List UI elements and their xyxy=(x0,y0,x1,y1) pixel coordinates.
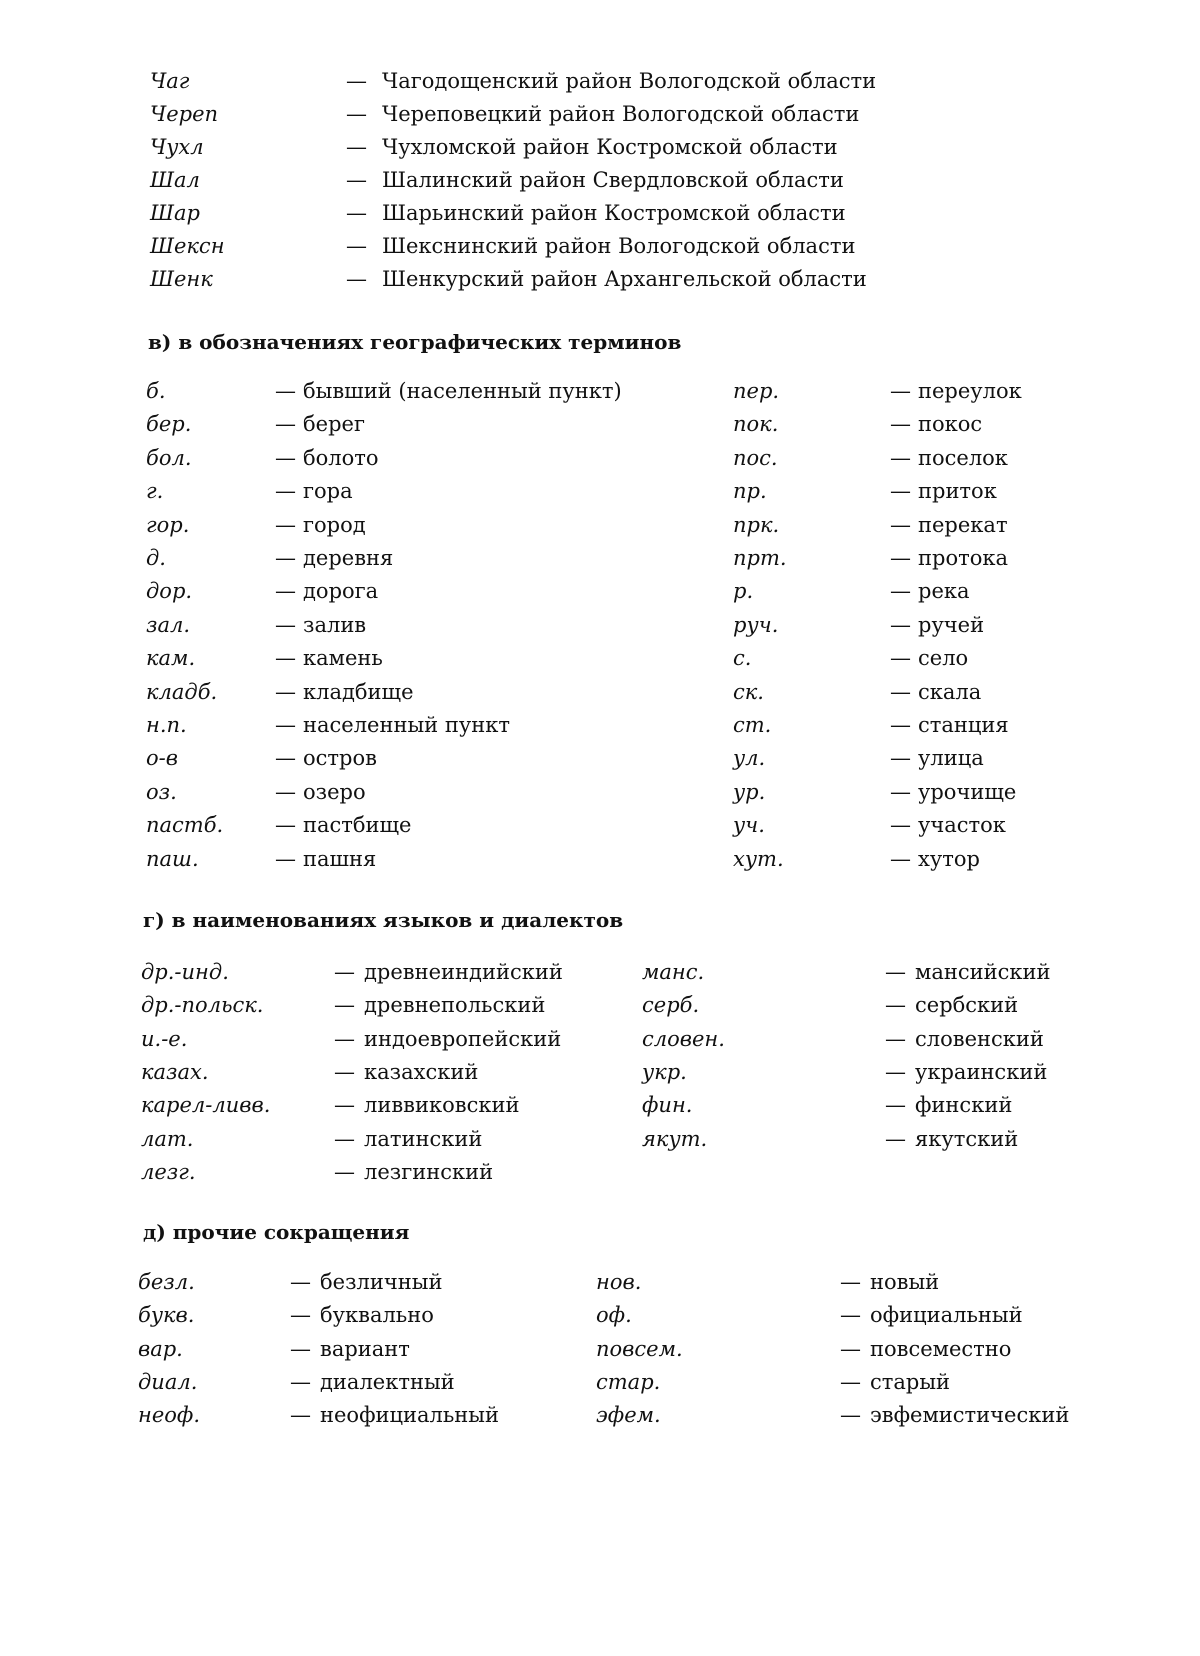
dash-separator: — xyxy=(840,1303,861,1328)
definition: деревня xyxy=(303,546,394,570)
definition: хутор xyxy=(918,846,980,871)
abbreviation: безл. xyxy=(138,1270,195,1294)
dash-separator: — xyxy=(890,379,911,403)
dash-separator: — xyxy=(290,1303,311,1328)
abbreviation: паш. xyxy=(146,846,199,871)
abbreviation: дор. xyxy=(146,579,193,604)
dash-separator: — xyxy=(890,746,911,771)
definition: древнепольский xyxy=(364,993,546,1018)
definition: повсеместно xyxy=(870,1336,1012,1361)
abbreviation: др.-инд. xyxy=(141,960,229,984)
dash-separator: — xyxy=(890,813,911,838)
dash-separator: — xyxy=(275,445,296,470)
definition: Шалинский район Свердловской области xyxy=(382,168,844,192)
abbreviation: фин. xyxy=(642,1093,693,1118)
abbreviation: неоф. xyxy=(138,1403,201,1428)
dash-separator: — xyxy=(275,479,296,504)
abbreviation: хут. xyxy=(733,846,784,871)
definition: станция xyxy=(918,713,1009,737)
dash-separator: — xyxy=(334,1093,355,1118)
dash-separator: — xyxy=(275,713,296,737)
definition: пашня xyxy=(303,846,377,871)
abbreviation: пос. xyxy=(733,445,778,470)
dash-separator: — xyxy=(334,960,355,984)
abbreviation: лезг. xyxy=(141,1159,196,1184)
abbreviation: г. xyxy=(146,479,164,504)
definition: населенный пункт xyxy=(303,713,510,737)
dash-separator: — xyxy=(890,713,911,737)
abbreviation: ск. xyxy=(733,679,764,704)
abbreviation: пастб. xyxy=(146,813,224,838)
dash-separator: — xyxy=(275,379,296,403)
dash-separator: — xyxy=(346,69,367,93)
dash-separator: — xyxy=(275,646,296,671)
abbreviation: манс. xyxy=(642,960,705,984)
abbreviation: пр. xyxy=(733,479,767,504)
abbreviation: кам. xyxy=(146,646,196,671)
abbreviation: др.-польск. xyxy=(141,993,264,1018)
dash-separator: — xyxy=(840,1403,861,1428)
dash-separator: — xyxy=(890,512,911,537)
abbreviation: Шал xyxy=(150,168,200,192)
dash-separator: — xyxy=(334,1026,355,1051)
definition: залив xyxy=(303,612,367,637)
dash-separator: — xyxy=(275,746,296,771)
abbreviation: зал. xyxy=(146,612,191,637)
abbreviation: р. xyxy=(733,579,754,604)
abbreviation: стар. xyxy=(596,1369,661,1394)
abbreviation: букв. xyxy=(138,1303,195,1328)
abbreviation: уч. xyxy=(733,813,765,838)
dash-separator: — xyxy=(346,234,367,258)
dash-separator: — xyxy=(346,267,367,291)
definition: индоевропейский xyxy=(364,1026,562,1051)
abbreviation: эфем. xyxy=(596,1403,661,1428)
definition: ливвиковский xyxy=(364,1093,520,1118)
dash-separator: — xyxy=(885,1059,906,1084)
definition: лезгинский xyxy=(364,1159,494,1184)
dash-separator: — xyxy=(275,846,296,871)
definition: диалектный xyxy=(320,1369,455,1394)
definition: участок xyxy=(918,813,1006,838)
dash-separator: — xyxy=(890,646,911,671)
abbreviation: ул. xyxy=(733,746,766,771)
abbreviation: нов. xyxy=(596,1270,642,1294)
dash-separator: — xyxy=(275,512,296,537)
definition: кладбище xyxy=(303,679,414,704)
dash-separator: — xyxy=(346,201,367,225)
definition: Шарьинский район Костромской области xyxy=(382,201,846,225)
abbreviation: Череп xyxy=(150,102,219,126)
abbreviation: кладб. xyxy=(146,679,218,704)
definition: дорога xyxy=(303,579,379,604)
abbreviation: д. xyxy=(146,546,166,570)
dash-separator: — xyxy=(290,1369,311,1394)
dash-separator: — xyxy=(890,846,911,871)
abbreviation: вар. xyxy=(138,1336,183,1361)
definition: неофициальный xyxy=(320,1403,500,1428)
definition: Шекснинский район Вологодской области xyxy=(382,234,856,258)
dash-separator: — xyxy=(334,1059,355,1084)
definition: камень xyxy=(303,646,383,671)
definition: река xyxy=(918,579,970,604)
dash-separator: — xyxy=(334,1126,355,1151)
section-v-heading: в) в обозначениях географических терминов xyxy=(148,330,682,354)
dash-separator: — xyxy=(346,102,367,126)
definition: древнеиндийский xyxy=(364,960,563,984)
definition: новый xyxy=(870,1270,940,1294)
abbreviation: лат. xyxy=(141,1126,194,1151)
definition: безличный xyxy=(320,1270,443,1294)
abbreviation: укр. xyxy=(642,1059,687,1084)
definition: словенский xyxy=(915,1026,1044,1051)
dash-separator: — xyxy=(890,479,911,504)
abbreviation: н.п. xyxy=(146,713,187,737)
abbreviation: о-в xyxy=(146,746,178,771)
definition: Чухломской район Костромской области xyxy=(382,135,838,159)
dash-separator: — xyxy=(885,1026,906,1051)
abbreviation: ст. xyxy=(733,713,772,737)
definition: берег xyxy=(303,412,365,437)
abbreviation: Чухл xyxy=(150,135,204,159)
abbreviation: серб. xyxy=(642,993,700,1018)
definition: официальный xyxy=(870,1303,1023,1328)
definition: приток xyxy=(918,479,997,504)
dash-separator: — xyxy=(290,1270,311,1294)
abbreviation: казах. xyxy=(141,1059,209,1084)
dash-separator: — xyxy=(890,779,911,804)
abbreviation: словен. xyxy=(642,1026,725,1051)
definition: бывший (населенный пункт) xyxy=(303,379,622,403)
dash-separator: — xyxy=(885,1093,906,1118)
definition: Чагодощенский район Вологодской области xyxy=(382,69,877,93)
definition: перекат xyxy=(918,512,1008,537)
dash-separator: — xyxy=(885,993,906,1018)
definition: вариант xyxy=(320,1336,410,1361)
definition: сербский xyxy=(915,993,1019,1018)
dash-separator: — xyxy=(275,813,296,838)
definition: пастбище xyxy=(303,813,412,838)
abbreviation: ур. xyxy=(733,779,766,804)
abbreviation: гор. xyxy=(146,512,190,537)
dash-separator: — xyxy=(290,1403,311,1428)
abbreviation: б. xyxy=(146,379,166,403)
dash-separator: — xyxy=(275,579,296,604)
definition: Шенкурский район Архангельской области xyxy=(382,267,867,291)
dash-separator: — xyxy=(275,679,296,704)
abbreviation: диал. xyxy=(138,1369,198,1394)
definition: село xyxy=(918,646,969,671)
definition: улица xyxy=(918,746,984,771)
definition: гора xyxy=(303,479,353,504)
definition: старый xyxy=(870,1369,951,1394)
abbreviation: Чаг xyxy=(150,69,190,93)
dash-separator: — xyxy=(275,546,296,570)
abbreviation: бер. xyxy=(146,412,192,437)
dash-separator: — xyxy=(885,960,906,984)
abbreviation: пок. xyxy=(733,412,779,437)
abbreviation: карел-ливв. xyxy=(141,1093,271,1118)
definition: остров xyxy=(303,746,377,771)
dash-separator: — xyxy=(890,679,911,704)
dash-separator: — xyxy=(840,1336,861,1361)
dash-separator: — xyxy=(275,779,296,804)
dash-separator: — xyxy=(290,1336,311,1361)
definition: покос xyxy=(918,412,983,437)
dash-separator: — xyxy=(346,168,367,192)
definition: скала xyxy=(918,679,982,704)
abbreviation: прт. xyxy=(733,546,787,570)
definition: болото xyxy=(303,445,379,470)
abbreviation: Шексн xyxy=(150,234,225,258)
abbreviation: Шар xyxy=(150,201,200,225)
section-g-heading: г) в наименованиях языков и диалектов xyxy=(143,908,624,932)
definition: казахский xyxy=(364,1059,479,1084)
dash-separator: — xyxy=(275,412,296,437)
dash-separator: — xyxy=(890,412,911,437)
definition: поселок xyxy=(918,445,1008,470)
dash-separator: — xyxy=(840,1369,861,1394)
dash-separator: — xyxy=(346,135,367,159)
definition: урочище xyxy=(918,779,1017,804)
definition: финский xyxy=(915,1093,1013,1118)
dash-separator: — xyxy=(275,612,296,637)
dash-separator: — xyxy=(334,993,355,1018)
abbreviation: и.-е. xyxy=(141,1026,188,1051)
abbreviation: руч. xyxy=(733,612,779,637)
abbreviation: с. xyxy=(733,646,752,671)
dash-separator: — xyxy=(840,1270,861,1294)
abbreviation: Шенк xyxy=(150,267,213,291)
dash-separator: — xyxy=(890,445,911,470)
dash-separator: — xyxy=(890,579,911,604)
dash-separator: — xyxy=(890,612,911,637)
abbreviation: прк. xyxy=(733,512,780,537)
abbreviation: повсем. xyxy=(596,1336,683,1361)
definition: эвфемистический xyxy=(870,1403,1070,1428)
definition: ручей xyxy=(918,612,985,637)
section-d-heading: д) прочие сокращения xyxy=(143,1220,410,1244)
definition: протока xyxy=(918,546,1008,570)
abbreviation: оз. xyxy=(146,779,177,804)
abbreviation: пер. xyxy=(733,379,780,403)
abbreviation: якут. xyxy=(642,1126,708,1151)
abbreviation: оф. xyxy=(596,1303,632,1328)
definition: украинский xyxy=(915,1059,1048,1084)
definition: буквально xyxy=(320,1303,434,1328)
definition: озеро xyxy=(303,779,366,804)
dash-separator: — xyxy=(885,1126,906,1151)
definition: якутский xyxy=(915,1126,1019,1151)
definition: город xyxy=(303,512,366,537)
definition: мансийский xyxy=(915,960,1051,984)
abbreviation: бол. xyxy=(146,445,192,470)
definition: переулок xyxy=(918,379,1022,403)
dash-separator: — xyxy=(334,1159,355,1184)
definition: Череповецкий район Вологодской области xyxy=(382,102,860,126)
definition: латинский xyxy=(364,1126,483,1151)
dash-separator: — xyxy=(890,546,911,570)
